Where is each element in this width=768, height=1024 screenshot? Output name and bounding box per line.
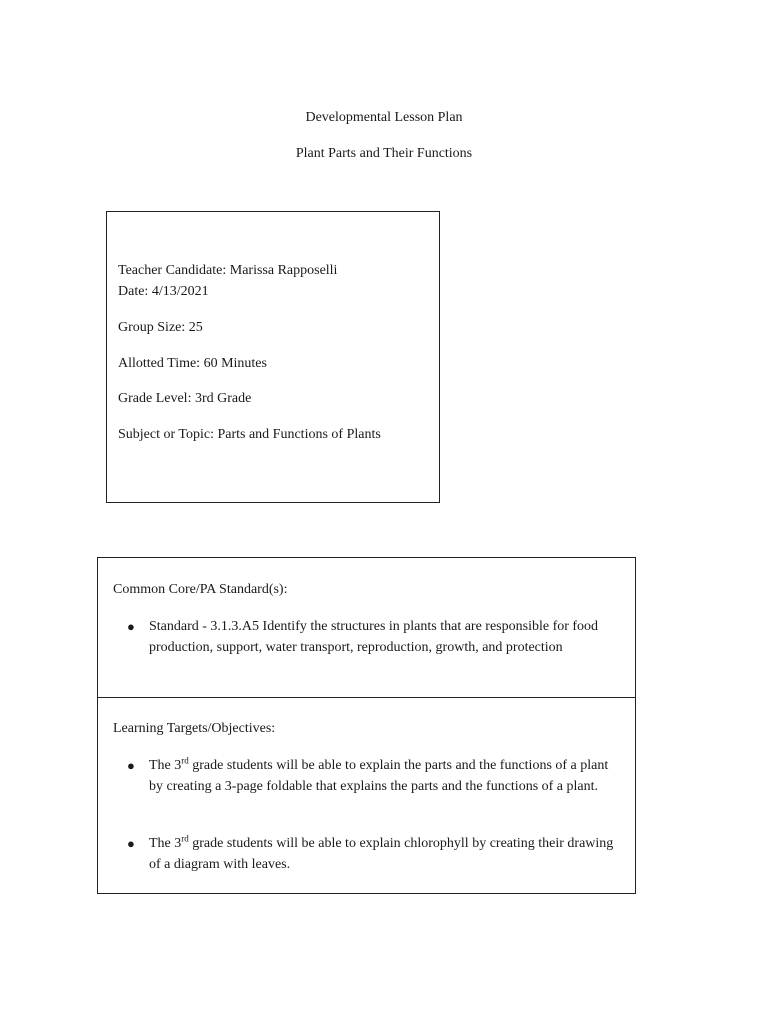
bullet-icon: ●	[127, 758, 135, 773]
row-divider	[98, 697, 635, 698]
standards-heading: Common Core/PA Standard(s):	[113, 582, 288, 597]
group-size: Group Size: 25	[118, 320, 203, 335]
bullet-icon: ●	[127, 619, 135, 634]
document-subtitle: Plant Parts and Their Functions	[295, 146, 473, 161]
lesson-info-box	[106, 211, 440, 503]
subject-topic: Subject or Topic: Parts and Functions of Plants	[118, 427, 381, 442]
grade-level: Grade Level: 3rd Grade	[118, 391, 252, 406]
standards-objectives-table	[97, 557, 636, 894]
lesson-date: Date: 4/13/2021	[118, 284, 209, 299]
standard-text: Standard - 3.1.3.A5 Identify the structures in plants that are responsible for food production, support, water transport, reproduction, growth, and protection	[149, 619, 599, 655]
allotted-time: Allotted Time: 60 Minutes	[118, 356, 267, 371]
teacher-candidate: Teacher Candidate: Marissa Rapposelli	[118, 263, 338, 278]
document-title: Developmental Lesson Plan	[305, 110, 463, 125]
objectives-heading: Learning Targets/Objectives:	[113, 721, 276, 736]
objective-text: The 3rd grade students will be able to explain the parts and the functions of a plant by creating a 3-page foldable that explains the parts and the functions of a plant.	[149, 755, 609, 794]
bullet-icon: ●	[127, 836, 135, 851]
objective-text: The 3rd grade students will be able to explain chlorophyll by creating their drawing of a diagram with leaves.	[149, 833, 614, 872]
